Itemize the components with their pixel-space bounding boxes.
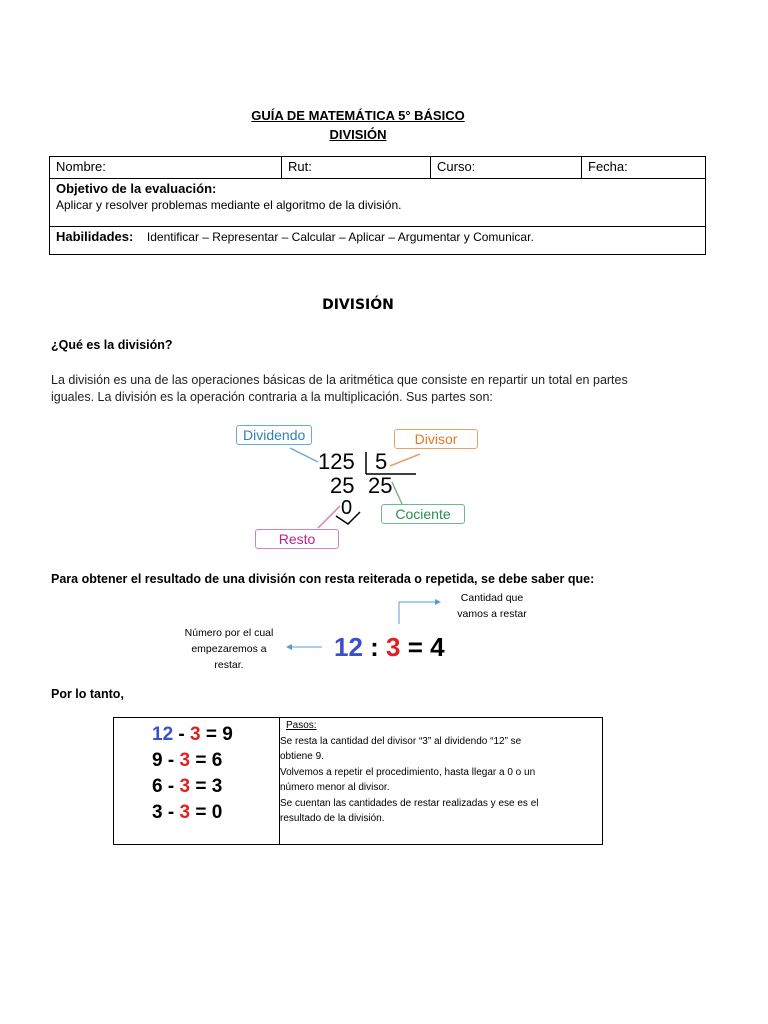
definition-line-1: La división es una de las operaciones básicas de la aritmética que consiste en repartir un total en partes	[51, 373, 628, 387]
objetivo-label: Objetivo de la evaluación:	[56, 181, 217, 196]
numero-line-1: Número por el cual	[184, 627, 274, 639]
divisor-pointer	[390, 454, 420, 466]
example-result: = 4	[400, 632, 445, 662]
numero-line-3: restar.	[214, 659, 244, 671]
partial-number: 25	[330, 473, 355, 498]
fecha-cell: Fecha:	[582, 157, 706, 179]
objetivo-text: Aplicar y resolver problemas mediante el algoritmo de la división.	[56, 198, 402, 212]
repeated-subtraction-intro: Para obtener el resultado de una división con resta reiterada o repetida, se debe saber que:	[51, 572, 595, 586]
step-line-2: obtiene 9.	[280, 751, 324, 762]
equation-row: 12 - 3 = 9	[152, 724, 233, 745]
numero-arrow	[284, 641, 324, 653]
definition-line-2: iguales. La división es la operación contraria a la multiplicación. Sus partes son:	[51, 390, 493, 404]
habilidades-text: Identificar – Representar – Calcular – Aplicar – Argumentar y Comunicar.	[146, 230, 534, 244]
page-title: GUÍA DE MATEMÁTICA 5° BÁSICO	[251, 108, 465, 123]
page-subtitle: DIVISIÓN	[329, 127, 387, 142]
example-divisor: 3	[386, 632, 401, 662]
step-line-4: número menor al divisor.	[280, 782, 390, 793]
info-table	[49, 156, 706, 255]
dividendo-pointer	[290, 448, 318, 462]
numero-line-2: empezaremos a	[191, 643, 267, 655]
equation-row: 6 - 3 = 3	[152, 776, 223, 797]
cantidad-line-2: vamos a restar	[457, 608, 527, 620]
equation-row: 3 - 3 = 0	[152, 802, 223, 823]
example-equation	[334, 631, 445, 663]
quotient-number: 25	[368, 473, 393, 498]
cantidad-note	[437, 590, 547, 622]
objetivo-cell	[50, 179, 706, 227]
cociente-pointer	[392, 482, 402, 504]
por-lo-tanto: Por lo tanto,	[51, 687, 124, 701]
section-title: DIVISIÓN	[322, 297, 394, 313]
divisor-number: 5	[375, 449, 388, 474]
division-diagram-lines	[230, 420, 490, 550]
equation-row: 9 - 3 = 6	[152, 750, 223, 771]
dividend-number: 125	[318, 449, 355, 474]
resto-label: Resto	[255, 529, 339, 549]
cociente-label: Cociente	[381, 504, 465, 524]
example-dividend: 12	[334, 632, 363, 662]
remainder-number: 0	[341, 497, 353, 519]
pasos-label: Pasos:	[286, 720, 317, 731]
divisor-label: Divisor	[394, 429, 478, 449]
numero-note	[170, 625, 288, 673]
equations-column	[114, 718, 280, 844]
example-colon: :	[362, 632, 387, 662]
steps-text-column	[280, 718, 600, 827]
question-heading: ¿Qué es la división?	[51, 338, 173, 352]
step-line-3: Volvemos a repetir el procedimiento, hasta llegar a 0 o un	[280, 766, 536, 778]
rut-cell: Rut:	[282, 157, 431, 179]
nombre-cell: Nombre:	[50, 157, 282, 179]
remainder-check	[336, 512, 360, 524]
definition-paragraph	[51, 372, 711, 406]
step-line-6: resultado de la división.	[280, 813, 385, 824]
cantidad-line-1: Cantidad que	[460, 592, 524, 604]
steps-table	[113, 717, 603, 845]
curso-cell: Curso:	[431, 157, 582, 179]
dividendo-label: Dividendo	[236, 425, 312, 445]
habilidades-label: Habilidades:	[56, 229, 134, 244]
habilidades-cell	[50, 227, 706, 255]
step-line-5: Se cuentan las cantidades de restar realizadas y ese es el	[280, 797, 539, 809]
step-line-1: Se resta la cantidad del divisor “3” al dividendo “12” se	[280, 735, 522, 747]
